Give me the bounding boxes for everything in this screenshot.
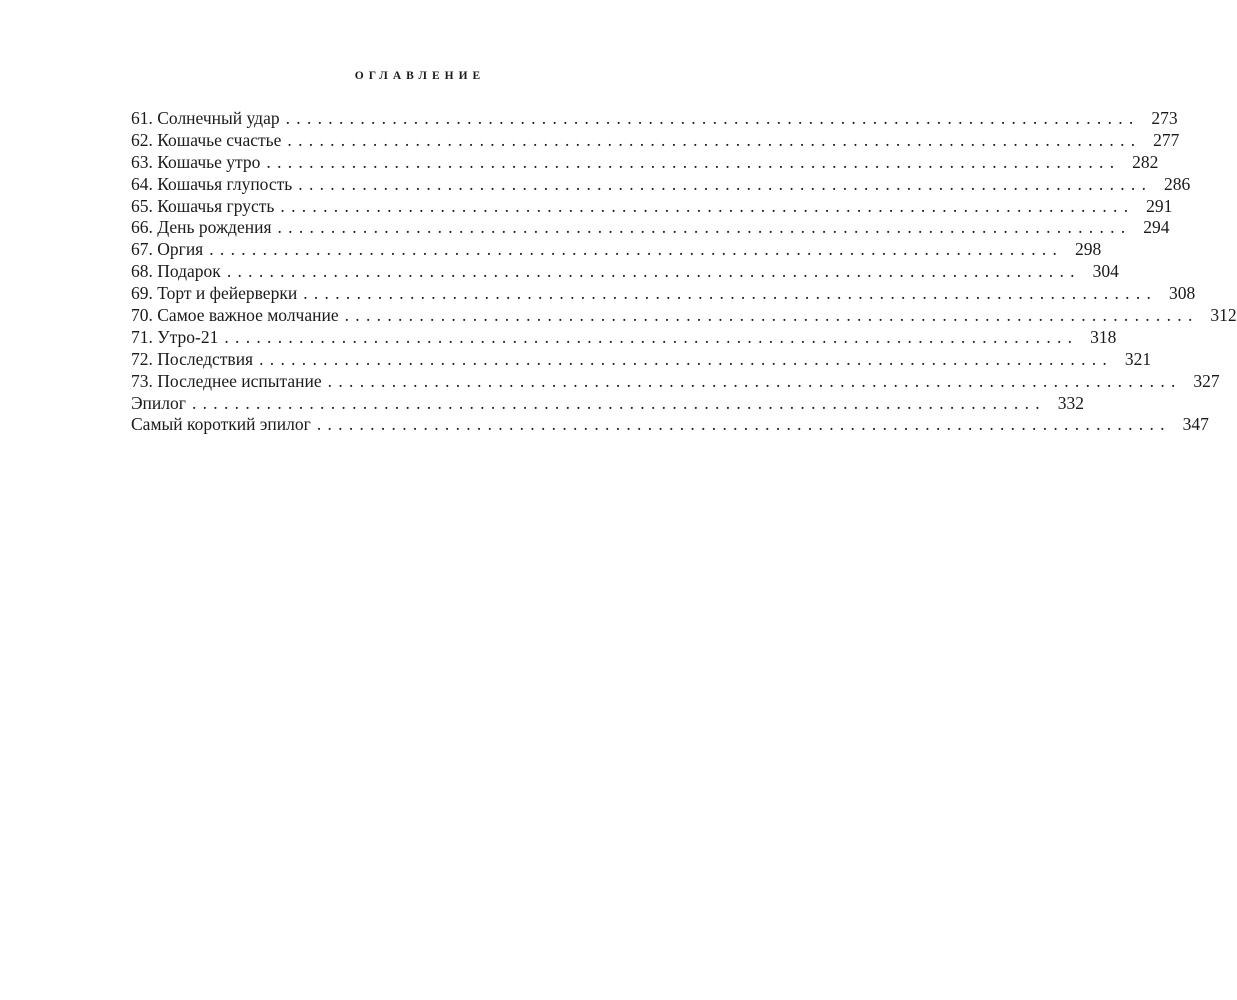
page-title: ОГЛАВЛЕНИЕ: [354, 70, 486, 82]
toc-entry: [131, 370, 1220, 393]
toc-entry-page: 273: [1151, 108, 1178, 128]
toc-entry: [131, 195, 1173, 218]
dot-leader: ................................................................................: [266, 151, 1121, 172]
toc-entry-title: 72. Последствия: [131, 348, 254, 369]
toc-entry-page: 291: [1146, 195, 1173, 216]
toc-entry: [131, 348, 1152, 371]
toc-entry-page: 308: [1168, 283, 1196, 304]
toc-entry-title: 70. Самое важное молчание: [131, 305, 339, 326]
dot-leader: ................................................................................: [298, 173, 1153, 194]
toc-entry-title: Эпилог: [131, 392, 186, 413]
toc-entry: [131, 305, 1237, 327]
toc-entry-page: 347: [1182, 414, 1209, 435]
toc-entry-title: 65. Кошачья грусть: [131, 195, 275, 216]
toc-entry-title: 69. Торт и фейерверки: [131, 283, 298, 304]
toc-entry-page: 277: [1153, 129, 1180, 150]
toc-entry-title: Самый короткий эпилог: [131, 414, 311, 435]
toc-entry-page: 332: [1057, 392, 1084, 413]
toc-entry: [131, 392, 1084, 415]
toc-entry: [131, 129, 1180, 152]
dot-leader: ................................................................................: [191, 392, 1046, 413]
toc-entry: [131, 261, 1119, 283]
toc-entry-page: 282: [1132, 151, 1159, 172]
toc-entry-title: 67. Оргия: [131, 239, 204, 260]
toc-entry: [131, 283, 1196, 305]
toc-entry-page: 294: [1143, 217, 1170, 238]
toc-entry: [131, 239, 1102, 261]
dot-leader: ................................................................................: [280, 195, 1135, 216]
toc-entry: [131, 151, 1159, 174]
dot-leader: ................................................................................: [316, 414, 1171, 435]
toc-entry: [131, 217, 1170, 239]
dot-leader: ................................................................................: [344, 305, 1199, 326]
dot-leader: ................................................................................: [226, 261, 1081, 282]
dot-leader: ................................................................................: [287, 129, 1142, 150]
toc-entry-page: 327: [1193, 370, 1220, 391]
toc-entry-title: 61. Солнечный удар: [131, 108, 280, 128]
dot-leader: ................................................................................: [327, 370, 1182, 391]
toc-entry: [131, 108, 1178, 130]
dot-leader: ................................................................................: [224, 326, 1079, 347]
dot-leader: ................................................................................: [277, 217, 1132, 238]
toc-entry: [131, 173, 1191, 196]
toc-entry-title: 63. Кошачье утро: [131, 151, 261, 172]
toc-entry-title: 64. Кошачья глупость: [131, 173, 293, 194]
toc-entry-page: 298: [1074, 239, 1102, 260]
toc-entry-title: 66. День рождения: [131, 217, 272, 238]
toc-entry-title: 71. Утро-21: [131, 326, 219, 347]
toc-entry-title: 62. Кошачье счастье: [131, 129, 282, 150]
dot-leader: ................................................................................: [285, 108, 1140, 128]
table-of-contents: [131, 108, 1237, 436]
toc-entry-title: 73. Последнее испытание: [131, 370, 322, 391]
toc-entry-page: 321: [1124, 348, 1152, 369]
toc-entry-page: 286: [1164, 173, 1191, 194]
toc-entry-page: 312: [1210, 305, 1237, 326]
toc-entry-title: 68. Подарок: [131, 261, 221, 282]
dot-leader: ................................................................................: [303, 283, 1158, 304]
dot-leader: ................................................................................: [259, 348, 1114, 369]
toc-entry: [131, 414, 1209, 436]
dot-leader: ................................................................................: [209, 239, 1064, 260]
toc-entry-page: 304: [1092, 261, 1119, 282]
toc-entry: [131, 326, 1117, 349]
toc-entry-page: 318: [1090, 326, 1117, 347]
